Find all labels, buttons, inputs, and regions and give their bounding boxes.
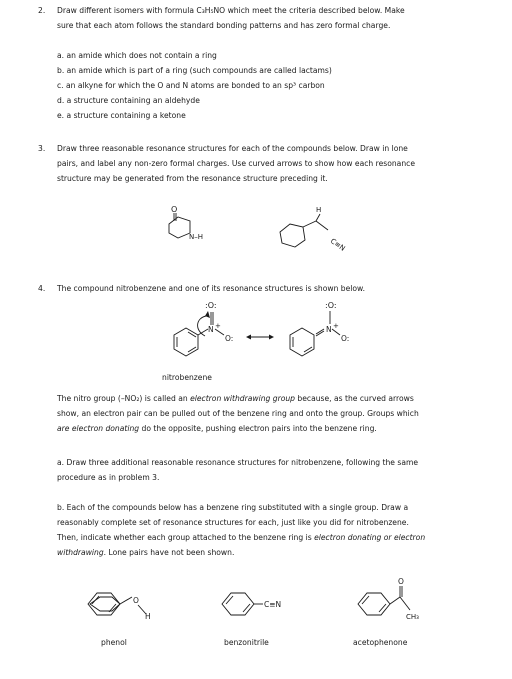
phenol-h-label: H	[145, 612, 151, 621]
nitro-plus-label-1: +	[215, 322, 221, 330]
acetophenone-caption: acetophenone	[353, 638, 408, 647]
question-2-item-b: b. an amide which is part of a ring (such compounds are called lactams)	[57, 66, 332, 75]
question-4-number: 4.	[38, 284, 46, 293]
question-2-number: 2.	[38, 6, 46, 15]
question-2-item-d: d. a structure containing an aldehyde	[57, 96, 200, 105]
nitro-o-top-label-2: :O:	[325, 301, 337, 310]
nitro-n-label-1: N	[208, 325, 214, 334]
nitro-o-side-label-2: O:	[341, 334, 350, 343]
question-4b-line-1: b. Each of the compounds below has a benzene ring substituted with a single group. Draw a	[57, 503, 409, 512]
oxane-h-label: H	[316, 206, 322, 214]
question-4b-line-3	[57, 533, 425, 542]
question-2-line-2: sure that each atom follows the standard bonding patterns and has zero formal charge.	[57, 21, 391, 30]
question-3-line-3: structure may be generated from the resonance structure preceding it.	[57, 174, 328, 183]
part-b-line-3-emphasis: electron donating or electron	[314, 533, 426, 542]
question-2-line-1: Draw different isomers with formula C₃H₅NO which meet the criteria described below. Make	[57, 6, 405, 15]
part-b-line-3-text: Then, indicate whether each group attached to the benzene ring is	[57, 533, 315, 542]
question-4-para-1-line-3	[57, 424, 377, 433]
question-2-item-c: c. an alkyne for which the O and N atoms are bonded to an sp³ carbon	[57, 81, 325, 90]
question-2-item-e: e. a structure containing a ketone	[57, 111, 186, 120]
question-4-intro: The compound nitrobenzene and one of its resonance structures is shown below.	[57, 284, 365, 293]
para-1-line-3-emphasis: are electron donating	[57, 424, 140, 433]
benzonitrile-caption: benzonitrile	[224, 638, 269, 647]
nitro-o-top-label-1: :O:	[205, 301, 217, 310]
part-b-line-4-emphasis: withdrawing	[57, 548, 104, 557]
nitrobenzene-structure-1	[174, 312, 224, 356]
question-4a-line-1: a. Draw three additional reasonable resonance structures for nitrobenzene, following the same	[57, 458, 419, 467]
oxane-cn-label: C≡N	[328, 237, 347, 253]
question-4-para-1-line-2: show, an electron pair can be pulled out of the benzene ring and onto the group. Groups which	[57, 409, 419, 418]
lactam-nh-label: N–H	[189, 233, 203, 241]
question-4b-line-2: reasonably complete set of resonance structures for each, just like you did for nitrobenzene.	[57, 518, 409, 527]
acetophenone-ch3-label: CH₃	[406, 613, 419, 621]
question-3-line-1: Draw three reasonable resonance structures for each of the compounds below. Draw in lone	[57, 144, 408, 153]
lactam-o-label: O	[171, 205, 178, 214]
question-4a-line-2: procedure as in problem 3.	[57, 473, 160, 482]
question-4b-line-4	[57, 548, 234, 557]
question-4-para-1-line-1	[57, 394, 414, 403]
oxane-nitrile-structure	[280, 214, 328, 247]
nitro-o-side-label-1: O:	[225, 334, 234, 343]
para-1-line-3-text: do the opposite, pushing electron pairs into the benzene ring.	[139, 424, 377, 433]
para-1-text-b: because, as the curved arrows	[294, 394, 414, 403]
para-1-text-a: The nitro group (–NO₂) is called an	[57, 394, 191, 403]
part-b-line-4-text: . Lone pairs have not been shown.	[103, 548, 235, 557]
lactam-structure	[169, 213, 190, 238]
nitro-plus-label-2: +	[333, 322, 339, 330]
question-2-item-a: a. an amide which does not contain a ring	[57, 51, 217, 60]
benzonitrile-cn-label: C≡N	[264, 600, 282, 609]
nitrobenzene-structure-2	[290, 311, 340, 356]
phenol-caption: phenol	[101, 638, 127, 647]
nitro-n-label-2: N	[326, 325, 332, 334]
acetophenone-o-label: O	[398, 577, 404, 586]
benzonitrile-structure	[222, 593, 263, 615]
question-3-number: 3.	[38, 144, 46, 153]
question-3-line-2: pairs, and label any non-zero formal charges. Use curved arrows to show how each resonance	[57, 159, 415, 168]
phenol-o-label: O	[133, 596, 139, 605]
para-1-emphasis: electron withdrawing group	[190, 394, 295, 403]
nitrobenzene-caption: nitrobenzene	[162, 373, 212, 382]
